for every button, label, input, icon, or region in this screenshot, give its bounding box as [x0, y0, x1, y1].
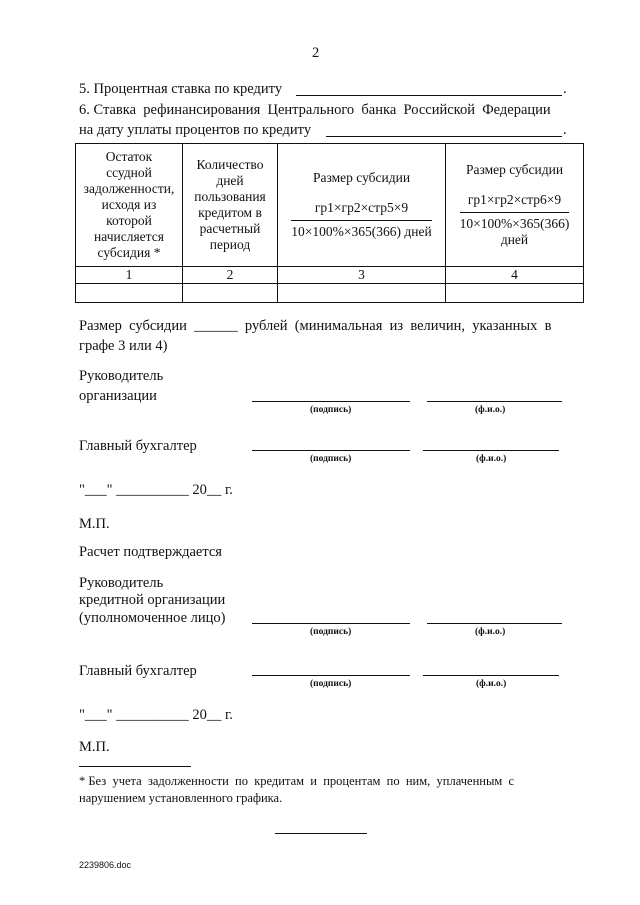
bank-head-signature-caption: (подпись) [310, 627, 352, 637]
table-row [76, 284, 584, 303]
col-number-1: 1 [76, 267, 183, 284]
h4-title: Размер субсидии [465, 162, 564, 177]
h2-l3: кредитом в [198, 205, 262, 220]
bank-head-label-line1: Руководитель [79, 575, 164, 591]
item5-end: . [563, 81, 567, 97]
h3-numerator: гр1×гр2×стр5×9 [291, 200, 431, 221]
header-cell-3 [278, 144, 446, 267]
h4-den-2: дней [500, 232, 529, 247]
head-signature-line[interactable] [252, 401, 410, 402]
bank-accountant-name-caption: (ф.и.о.) [476, 679, 507, 689]
head-label-line1: Руководитель [79, 368, 164, 384]
head-name-line[interactable] [427, 401, 562, 402]
bank-accountant-signature-line[interactable] [252, 675, 410, 676]
h3-formula [291, 200, 431, 240]
h1-l5: начисляется [94, 229, 164, 244]
accountant-signature-caption: (подпись) [310, 454, 352, 464]
bank-seal-mark: М.П. [79, 739, 110, 755]
item6-end: . [563, 122, 567, 138]
subsidy-size-line2: графе 3 или 4) [79, 338, 168, 354]
h3-title: Размер субсидии [312, 170, 411, 185]
end-separator [275, 833, 367, 834]
item5-blank [296, 95, 562, 96]
bank-accountant-label: Главный бухгалтер [79, 663, 197, 679]
accountant-name-line[interactable] [423, 450, 559, 451]
footnote-separator [79, 766, 191, 767]
h4-den-1: 10×100%×365(366) [459, 216, 570, 231]
h2-l2: пользования [194, 189, 266, 204]
bank-head-signature-line[interactable] [252, 623, 410, 624]
bank-accountant-name-line[interactable] [423, 675, 559, 676]
table-cell[interactable] [183, 284, 278, 303]
h1-l6: субсидия * [97, 245, 161, 260]
col-number-2: 2 [183, 267, 278, 284]
h1-l1: ссудной [106, 165, 152, 180]
item6-line2: на дату уплаты процентов по кредиту [79, 122, 312, 138]
bank-accountant-signature-caption: (подпись) [310, 679, 352, 689]
date-line: "___" __________ 20__ г. [79, 482, 233, 498]
header-cell-2 [183, 144, 278, 267]
h2-l5: период [209, 237, 251, 252]
bank-head-name-line[interactable] [427, 623, 562, 624]
bank-head-label-line2: кредитной организации [79, 592, 226, 608]
col-number-4: 4 [446, 267, 584, 284]
seal-mark: М.П. [79, 516, 110, 532]
subsidy-size-line1: Размер субсидии ______ рублей (минимальная из величин, указанных в [79, 318, 552, 334]
item6-line1: 6. Ставка рефинансирования Центрального банка Российской Федерации [79, 102, 551, 118]
page-number: 2 [312, 45, 320, 61]
h1-l2: задолженности, [83, 181, 175, 196]
item5-label: 5. Процентная ставка по кредиту [79, 81, 283, 97]
h1-l3: исходя из [101, 197, 157, 212]
h2-l1: дней [216, 173, 244, 188]
head-label-line2: организации [79, 388, 157, 404]
h1-l0: Остаток [105, 149, 153, 164]
h1-l4: которой [106, 213, 152, 228]
table-cell[interactable] [446, 284, 584, 303]
accountant-signature-line[interactable] [252, 450, 410, 451]
footnote-line2: нарушением установленного графика. [79, 791, 283, 805]
col-number-3: 3 [278, 267, 446, 284]
header-cell-4 [446, 144, 584, 267]
item6-blank [326, 136, 562, 137]
bank-head-name-caption: (ф.и.о.) [475, 627, 506, 637]
header-cell-1 [76, 144, 183, 267]
h4-formula [460, 192, 570, 248]
h3-denominator: 10×100%×365(366) дней [291, 224, 432, 239]
accountant-name-caption: (ф.и.о.) [476, 454, 507, 464]
footnote-line1: * Без учета задолженности по кредитам и процентам по ним, уплаченным с [79, 774, 515, 788]
accountant-label: Главный бухгалтер [79, 438, 197, 454]
confirmation-text: Расчет подтверждается [79, 544, 222, 560]
h2-l4: расчетный [199, 221, 261, 236]
table-header-row [76, 144, 584, 267]
h2-l0: Количество [196, 157, 264, 172]
h4-denominator [460, 213, 570, 248]
head-name-caption: (ф.и.о.) [475, 405, 506, 415]
file-id: 2239806.doc [79, 860, 132, 870]
bank-head-label-line3: (уполномоченное лицо) [79, 610, 226, 626]
h4-numerator: гр1×гр2×стр6×9 [460, 192, 570, 213]
table-cell[interactable] [278, 284, 446, 303]
subsidy-table [75, 143, 584, 303]
table-cell[interactable] [76, 284, 183, 303]
table-number-row [76, 267, 584, 284]
bank-date-line: "___" __________ 20__ г. [79, 707, 233, 723]
head-signature-caption: (подпись) [310, 405, 352, 415]
